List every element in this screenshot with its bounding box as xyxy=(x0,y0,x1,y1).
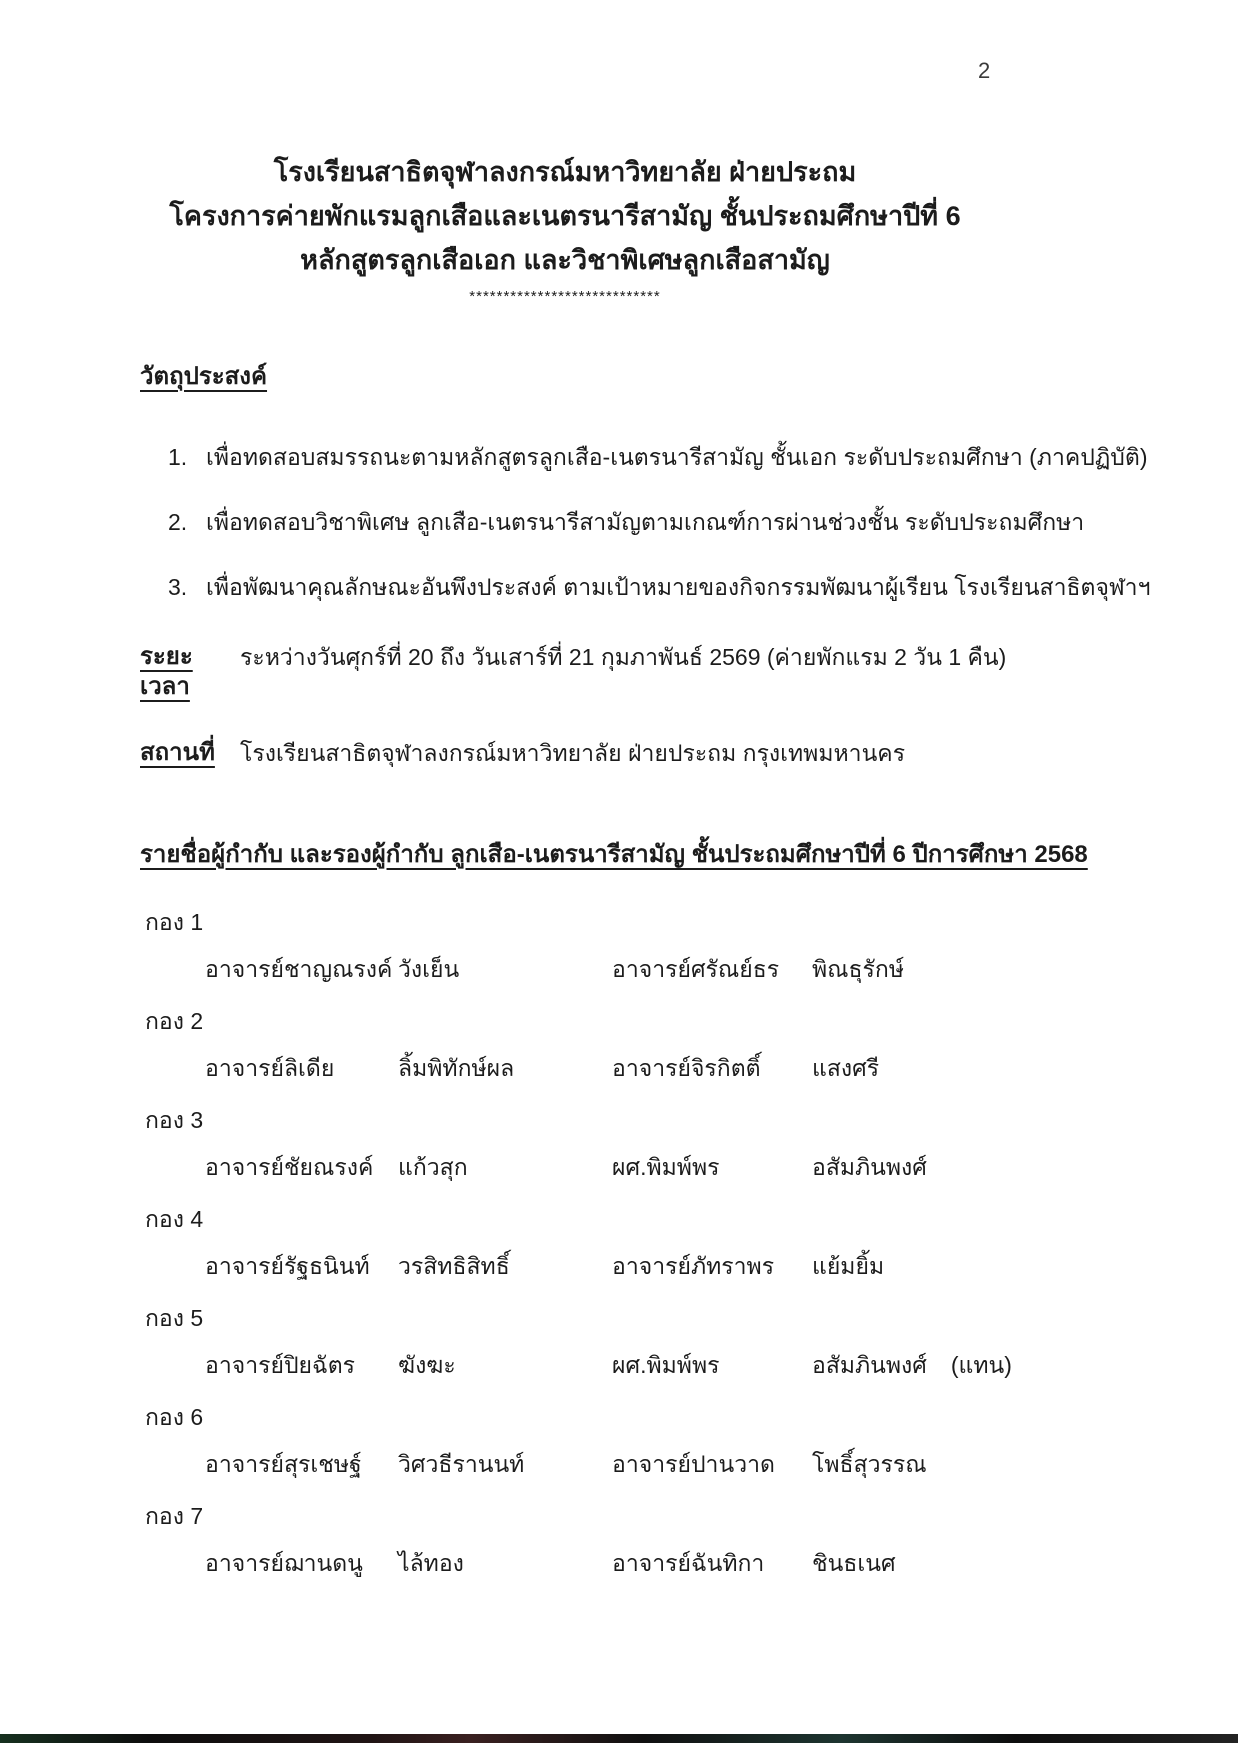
stars-divider: **************************** xyxy=(469,288,661,305)
duration-line xyxy=(140,642,1178,702)
deputy-first-name: ผศ.พิมพ์พร xyxy=(612,1352,720,1378)
roster-groups xyxy=(140,906,1178,1579)
objective-number: 2. xyxy=(168,509,188,535)
troop-group xyxy=(140,1005,1178,1084)
page-number: 2 xyxy=(978,58,991,83)
troop-label: กอง 4 xyxy=(145,1206,204,1232)
project-title-line: โครงการค่ายพักแรมลูกเสือและเนตรนารีสามัญ ชั้นประถมศึกษาปีที่ 6 xyxy=(169,201,961,231)
objectives-list xyxy=(140,442,1178,602)
troop-group xyxy=(140,906,1178,985)
leader-last-name: แก้วสุก xyxy=(398,1154,468,1180)
objective-text: เพื่อพัฒนาคุณลักษณะอันพึงประสงค์ ตามเป้าหมายของกิจกรรมพัฒนาผู้เรียน โรงเรียนสาธิตจุฬาฯ xyxy=(206,574,1151,600)
objective-text: เพื่อทดสอบวิชาพิเศษ ลูกเสือ-เนตรนารีสามัญตามเกณฑ์การผ่านช่วงชั้น ระดับประถมศึกษา xyxy=(206,509,1085,535)
troop-group xyxy=(140,1500,1178,1579)
leader-last-name: ลิ้มพิทักษ์ผล xyxy=(398,1055,515,1081)
troop-group xyxy=(140,1302,1178,1381)
troop-leaders-row xyxy=(205,1547,1178,1579)
troop-leaders-row xyxy=(205,1349,1178,1381)
location-text: โรงเรียนสาธิตจุฬาลงกรณ์มหาวิทยาลัย ฝ่ายประถม กรุงเทพมหานคร xyxy=(240,740,906,766)
roster-heading: รายชื่อผู้กำกับ และรองผู้กำกับ ลูกเสือ-เนตรนารีสามัญ ชั้นประถมศึกษาปีที่ 6 ปีการศึกษา 2568 xyxy=(140,841,1088,868)
troop-leaders-row xyxy=(205,1250,1178,1282)
troop-group xyxy=(140,1401,1178,1480)
location-line xyxy=(140,738,1178,768)
objective-item xyxy=(140,507,1178,537)
deputy-last-name: แย้มยิ้ม xyxy=(812,1253,885,1279)
deputy-last-name: อสัมภินพงศ์ xyxy=(812,1154,927,1180)
deputy-last-name: พิณธุรักษ์ xyxy=(812,956,904,982)
leader-first-name: อาจารย์สุรเชษฐ์ xyxy=(205,1451,362,1477)
deputy-first-name: อาจารย์ปานวาด xyxy=(612,1451,775,1477)
leader-last-name: ไล้ทอง xyxy=(398,1550,464,1576)
deputy-last-name: โพธิ์สุวรรณ xyxy=(812,1451,927,1477)
troop-leaders-row xyxy=(205,953,1178,985)
deputy-first-name: อาจารย์ศรัณย์ธร xyxy=(612,956,780,982)
deputy-first-name: ผศ.พิมพ์พร xyxy=(612,1154,720,1180)
leader-last-name: ฆังฆะ xyxy=(398,1352,456,1378)
document-title-block xyxy=(0,0,1130,282)
deputy-first-name: อาจารย์จิรกิตติ์ xyxy=(612,1055,761,1081)
course-title-line: หลักสูตรลูกเสือเอก และวิชาพิเศษลูกเสือสามัญ xyxy=(300,245,830,275)
leader-last-name: วิศวธีรานนท์ xyxy=(398,1451,525,1477)
deputy-last-name: ชินธเนศ xyxy=(812,1550,896,1576)
duration-text: ระหว่างวันศุกร์ที่ 20 ถึง วันเสาร์ที่ 21 กุมภาพันธ์ 2569 (ค่ายพักแรม 2 วัน 1 คืน) xyxy=(240,644,1007,670)
document-body xyxy=(140,356,1178,1579)
scan-edge-artifact xyxy=(0,1734,1238,1743)
troop-leaders-row xyxy=(205,1448,1178,1480)
leader-first-name: อาจารย์รัฐธนินท์ xyxy=(205,1253,370,1279)
objective-item xyxy=(140,442,1178,472)
objective-text: เพื่อทดสอบสมรรถนะตามหลักสูตรลูกเสือ-เนตรนารีสามัญ ชั้นเอก ระดับประถมศึกษา (ภาคปฏิบัติ) xyxy=(206,444,1148,470)
deputy-last-name: แสงศรี xyxy=(812,1055,880,1081)
troop-label: กอง 2 xyxy=(145,1008,204,1034)
deputy-last-name: อสัมภินพงศ์ (แทน) xyxy=(812,1352,1012,1378)
troop-label: กอง 1 xyxy=(145,909,204,935)
substitute-note: (แทน) xyxy=(950,1352,1012,1378)
objective-number: 1. xyxy=(168,444,188,470)
leader-first-name: อาจารย์ลิเดีย xyxy=(205,1055,335,1081)
location-label: สถานที่ xyxy=(140,739,215,766)
objective-item xyxy=(140,572,1178,602)
leader-first-name: อาจารย์ปิยฉัตร xyxy=(205,1352,355,1378)
troop-group xyxy=(140,1104,1178,1183)
deputy-first-name: อาจารย์ภัทราพร xyxy=(612,1253,775,1279)
troop-label: กอง 7 xyxy=(145,1503,204,1529)
leader-first-name: อาจารย์ฌานดนู xyxy=(205,1550,363,1576)
troop-label: กอง 6 xyxy=(145,1404,204,1430)
duration-label: ระยะเวลา xyxy=(140,643,193,700)
leader-last-name: วังเย็น xyxy=(398,956,460,982)
troop-label: กอง 5 xyxy=(145,1305,204,1331)
objective-number: 3. xyxy=(168,574,188,600)
troop-group xyxy=(140,1203,1178,1282)
objectives-heading: วัตถุประสงค์ xyxy=(140,363,268,390)
leader-first-name: อาจารย์ชาญณรงค์ xyxy=(205,956,393,982)
troop-label: กอง 3 xyxy=(145,1107,204,1133)
school-title-line: โรงเรียนสาธิตจุฬาลงกรณ์มหาวิทยาลัย ฝ่ายประถม xyxy=(273,157,857,187)
leader-last-name: วรสิทธิสิทธิ์ xyxy=(398,1253,510,1279)
leader-first-name: อาจารย์ชัยณรงค์ xyxy=(205,1154,374,1180)
troop-leaders-row xyxy=(205,1151,1178,1183)
troop-leaders-row xyxy=(205,1052,1178,1084)
deputy-first-name: อาจารย์ฉันทิกา xyxy=(612,1550,765,1576)
